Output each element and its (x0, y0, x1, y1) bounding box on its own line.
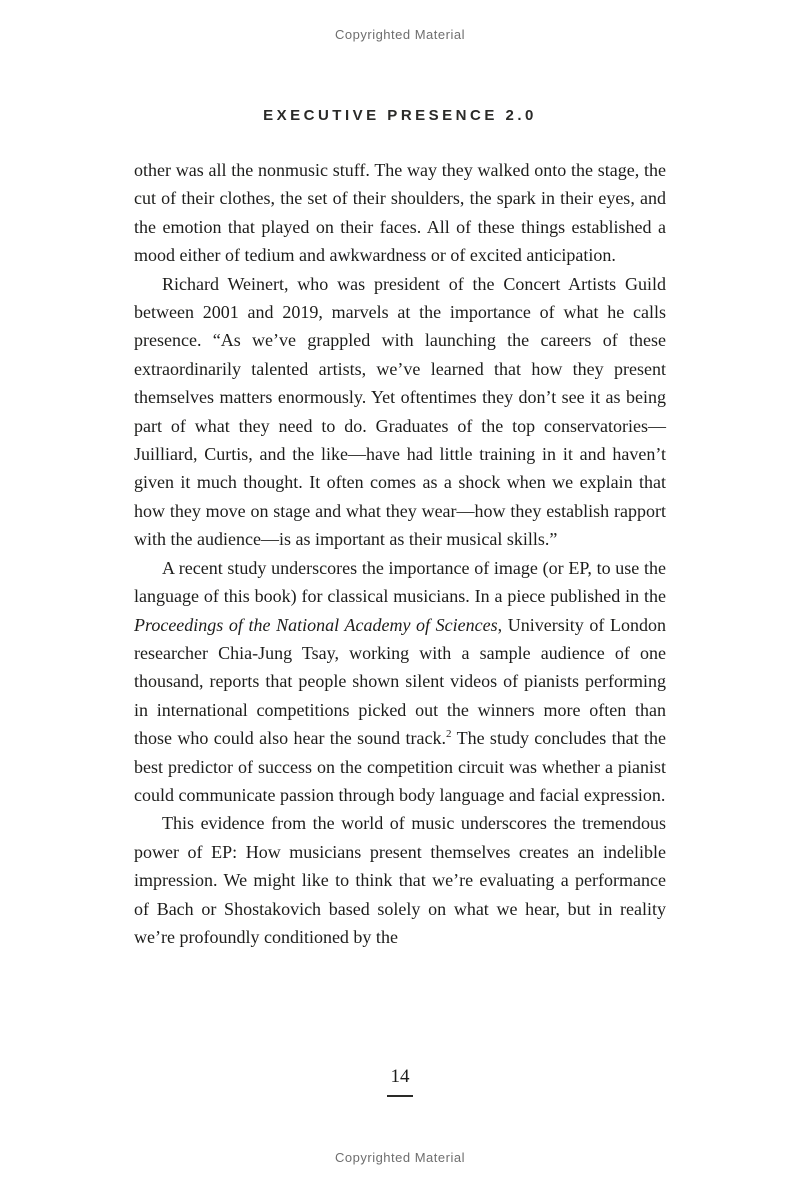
page-number: 14 (390, 1066, 410, 1087)
paragraph (134, 270, 666, 554)
paragraph (134, 809, 666, 951)
text-run: other was all the nonmusic stuff. The way they walked onto the stage, the cut of their clothes, the set of their shoulders, the spark in their eyes, and the emotion that played on their faces. All of these things established a mood either of tedium and awkwardness or of excited anticipation. (134, 160, 666, 266)
running-head-title: EXECUTIVE PRESENCE 2.0 (263, 107, 537, 124)
paragraph (134, 156, 666, 270)
footnote-reference: 2 (446, 728, 452, 741)
text-run: A recent study underscores the importance of image (or EP, to use the language of this book) for classical musicians. In a piece published in the (134, 557, 666, 607)
text-run: Richard Weinert, who was president of the Concert Artists Guild between 2001 and 2019, marvels at the importance of what he calls presence. “As we’ve grappled with launching the careers of these extraordinarily talented artists, we’ve learned that how they present themselves matters enormously. Yet oftentimes they don’t see it as being part of what they need to do. Graduates of the top conservatories—Juilliard, Curtis, and the like—have had little training in it and haven’t given it much thought. It often comes as a shock when we explain that how they move on stage and what they wear—how they establish rapport with the audience—is as important as their musical skills.” (134, 273, 666, 550)
page-footer (0, 1066, 800, 1097)
copyright-notice-bottom: Copyrighted Material (335, 1150, 465, 1165)
text-run: Proceedings of the National Academy of Sciences (134, 614, 498, 635)
text-run: The study concludes that the best predictor of success on the competition circuit was whether a pianist could communicate passion through body language and facial expression. (134, 728, 667, 805)
text-run: This evidence from the world of music underscores the tremendous power of EP: How musicians present themselves creates an indelible impression. We might like to think that we’re evaluating a performance of Bach or Shostakovich based solely on what we hear, but in reality we’re profoundly conditioned by the (134, 813, 666, 947)
page-number-rule (387, 1095, 413, 1097)
copyright-notice-top: Copyrighted Material (335, 27, 465, 42)
text-run: , University of London researcher Chia-Jung Tsay, working with a sample audience of one thousand, reports that people shown silent videos of pianists performing in international competitions picked out the winners more often than those who could also hear the sound track. (134, 614, 667, 749)
paragraph (134, 554, 666, 810)
body-text (134, 156, 666, 951)
